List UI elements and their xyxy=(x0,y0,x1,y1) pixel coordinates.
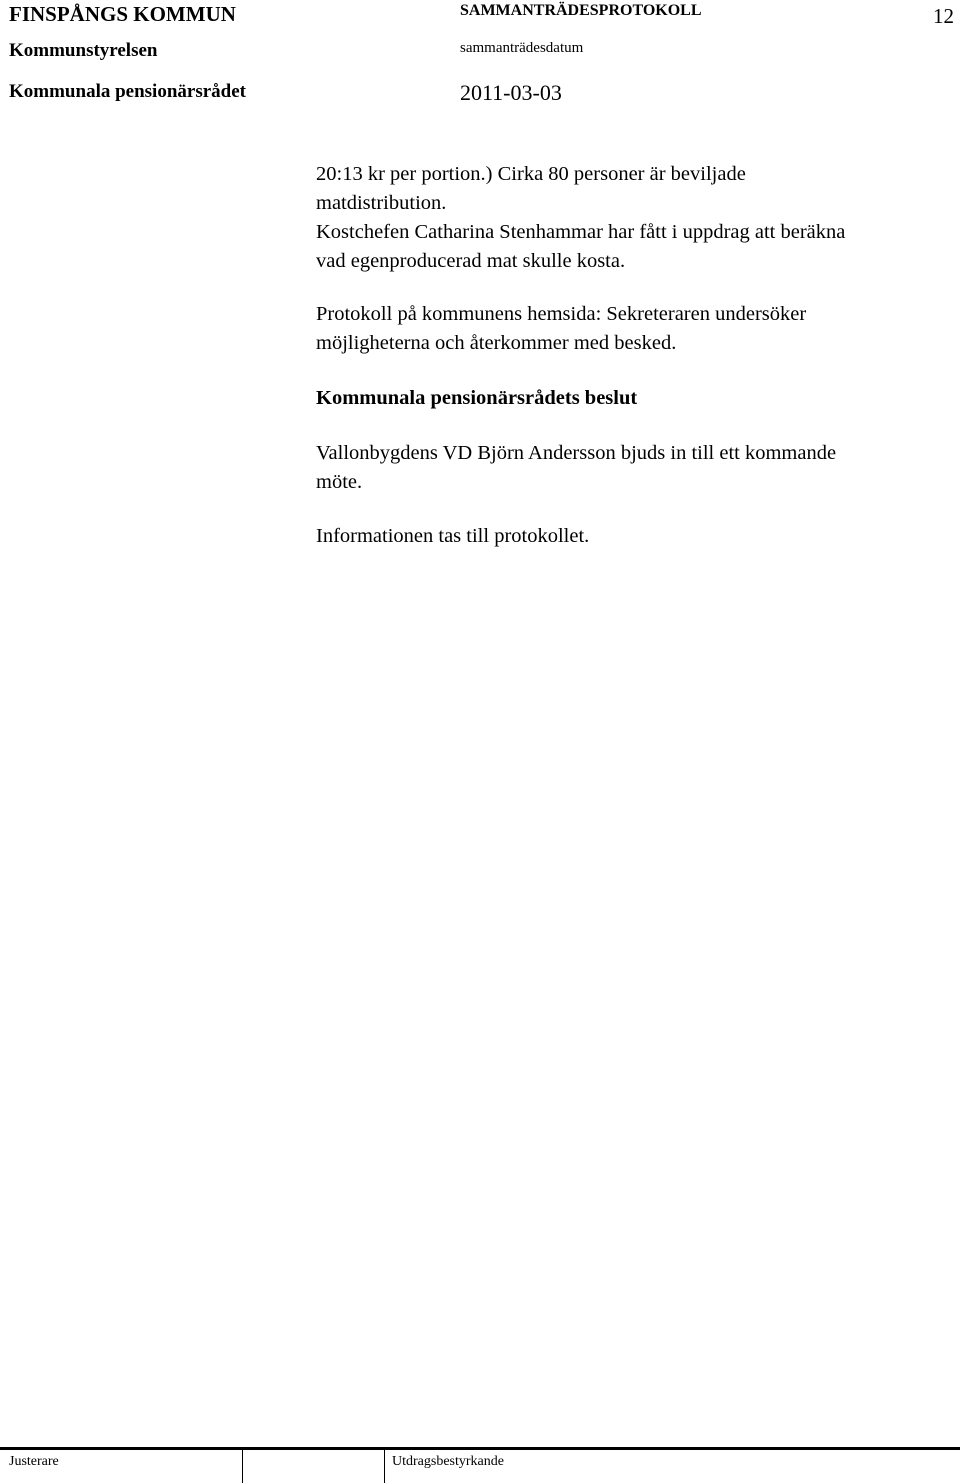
paragraph-meal-distribution xyxy=(316,160,936,276)
utdragsbestyrkande-label: Utdragsbestyrkande xyxy=(392,1454,504,1469)
text-line: Protokoll på kommunens hemsida: Sekreteraren undersöker xyxy=(316,303,807,325)
page-number: 12 xyxy=(933,4,954,28)
organization-name: FINSPÅNGS KOMMUN xyxy=(9,2,236,26)
document-type: SAMMANTRÄDESPROTOKOLL xyxy=(460,2,702,19)
text-line: Informationen tas till protokollet. xyxy=(316,525,590,547)
meeting-date-label: sammanträdesdatum xyxy=(460,40,584,56)
board-name: Kommunstyrelsen xyxy=(9,40,158,61)
justerare-label: Justerare xyxy=(9,1454,59,1469)
text-line: Vallonbygdens VD Björn Andersson bjuds in till ett kommande xyxy=(316,442,837,464)
signature-box xyxy=(243,1450,385,1483)
text-line: Kostchefen Catharina Stenhammar har fått i uppdrag att beräkna xyxy=(316,221,846,243)
council-name: Kommunala pensionärsrådet xyxy=(9,81,246,102)
text-line: matdistribution. xyxy=(316,192,447,214)
text-line: möte. xyxy=(316,471,363,493)
paragraph-protocol-website xyxy=(316,300,936,358)
paragraph-information xyxy=(316,522,936,551)
text-line: möjligheterna och återkommer med besked. xyxy=(316,332,677,354)
decision-heading: Kommunala pensionärsrådets beslut xyxy=(316,387,638,409)
meeting-date: 2011-03-03 xyxy=(460,80,562,105)
text-line: vad egenproducerad mat skulle kosta. xyxy=(316,250,626,272)
paragraph-decision xyxy=(316,439,936,497)
text-line: 20:13 kr per portion.) Cirka 80 personer är beviljade xyxy=(316,163,746,185)
